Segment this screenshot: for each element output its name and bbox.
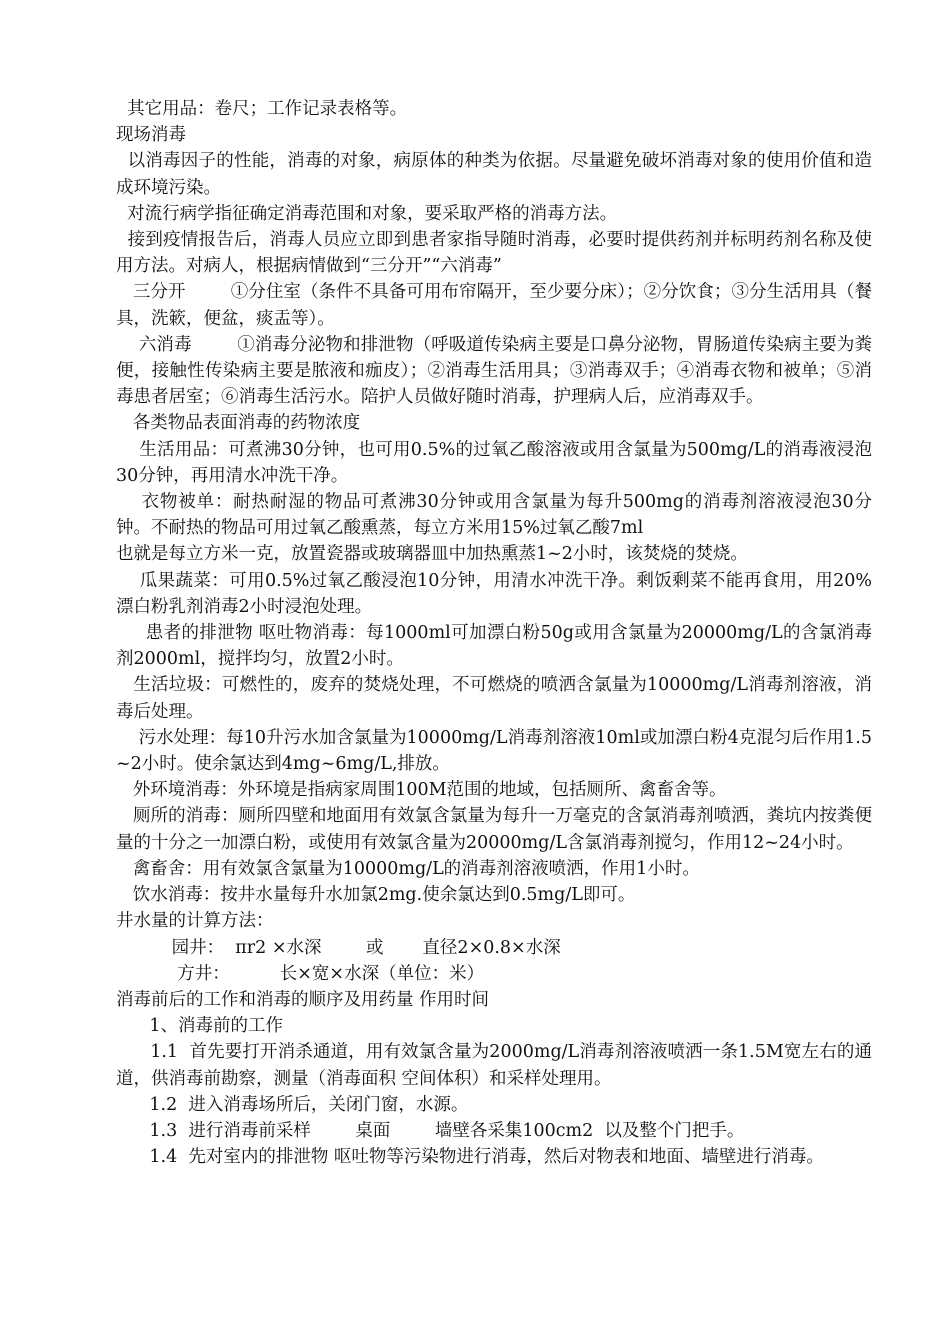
paragraph-outdoor: 外环境消毒：外环境是指病家周围100M范围的地域，包括厕所、禽畜舍等。: [116, 780, 727, 801]
paragraph-three-separations: 三分开 ①分住室（条件不具备可用布帘隔开，至少要分床）；②分饮食；③分生活用具（餐具，洗簌，便盆，痰盂等）。: [116, 282, 872, 329]
paragraph-toilet: 厕所的消毒：厕所四壁和地面用有效氯含氯量为每升一万毫克的含氯消毒剂喷洒，粪坑内按粪便量的十分之一加漂白粉，或使用有效氯含量为20000mg/L含氯消毒剂搅匀，作用12~24小时。: [116, 806, 872, 853]
paragraph-drinking-water: 饮水消毒：按井水量每升水加氯2mg.使余氯达到0.5mg/L即可。: [116, 885, 636, 906]
paragraph-livestock: 禽畜舍：用有效氯含氯量为10000mg/L的消毒剂溶液喷洒，作用1小时。: [116, 858, 700, 879]
heading-before-after: 消毒前后的工作和消毒的顺序及用药量 作用时间: [116, 989, 490, 1010]
paragraph-outbreak-report: 接到疫情报告后，消毒人员应立即到患者家指导随时消毒，必要时提供药剂并标明药剂名称及使用方法。对病人，根据病情做到“三分开”“六消毒”: [116, 230, 872, 277]
paragraph-fruits-vegetables: 瓜果蔬菜：可用0.5%过氧乙酸浸泡10分钟，用清水冲洗干净。剩饭剩菜不能再食用，用20%漂白粉乳剂消毒2小时浸泡处理。: [116, 570, 872, 617]
paragraph-step-1-4: 1.4 先对室内的排泄物 呕吐物等污染物进行消毒，然后对物表和地面、墙壁进行消毒。: [116, 1147, 824, 1168]
paragraph-excreta: 患者的排泄物 呕吐物消毒：每1000ml可加漂白粉50g或用含氯量为20000mg/L的含氯消毒剂2000ml，搅拌均匀，放置2小时。: [116, 623, 872, 670]
formula-round-well: 园井： πr2 ×水深 或 直径2×0.8×水深: [116, 937, 561, 958]
paragraph-sewage: 污水处理：每10升污水加含氯量为10000mg/L消毒剂溶液10ml或加漂白粉4克混匀后作用1.5~2小时。使余氯达到4mg~6mg/L,排放。: [116, 727, 872, 775]
paragraph-step-1-1: 1.1 首先要打开消杀通道，用有效氯含量为2000mg/L消毒剂溶液喷洒一条1.5M宽左右的通道，供消毒前勘察，测量（消毒面积 空间体积）和采样处理用。: [116, 1042, 872, 1089]
paragraph-other-supplies: 其它用品：卷尺；工作记录表格等。: [116, 99, 408, 119]
paragraph-clothing-bedding: 衣物被单：耐热耐湿的物品可煮沸30分钟或用含氯量为每升500mg的消毒剂溶液浸泡30分钟。不耐热的物品可用过氧乙酸熏蒸，每立方米用15%过氧乙酸7ml: [116, 492, 872, 539]
heading-surface-concentrations: 各类物品表面消毒的药物浓度: [116, 413, 361, 434]
paragraph-disinfection-basis: 以消毒因子的性能，消毒的对象，病原体的种类为依据。尽量避免破坏消毒对象的使用价值和造成环境污染。: [116, 151, 872, 198]
paragraph-daily-items: 生活用品：可煮沸30分钟，也可用0.5%的过氧乙酸溶液或用含氯量为500mg/L的消毒液浸泡30分钟，再用清水冲洗干净。: [116, 439, 872, 486]
heading-onsite-disinfection: 现场消毒: [116, 125, 186, 146]
paragraph-fumigation: 也就是每立方米一克，放置瓷器或玻璃器皿中加热熏蒸1~2小时，该焚烧的焚烧。: [116, 544, 748, 565]
paragraph-epidemiology: 对流行病学指征确定消毒范围和对象，要采取严格的消毒方法。: [116, 203, 618, 224]
paragraph-garbage: 生活垃圾：可燃性的，废弃的焚烧处理，不可燃烧的喷洒含氯量为10000mg/L消毒剂溶液，消毒后处理。: [116, 675, 872, 722]
formula-square-well: 方井： 长×宽×水深（单位：米）: [116, 963, 485, 984]
heading-before-work: 1、消毒前的工作: [116, 1016, 284, 1037]
paragraph-step-1-2: 1.2 进入消毒场所后，关闭门窗，水源。: [116, 1094, 469, 1115]
paragraph-step-1-3: 1.3 进行消毒前采样 桌面 墙壁各采集100cm2 以及整个门把手。: [116, 1120, 745, 1141]
document-page: [116, 96, 872, 1170]
paragraph-six-disinfections: 六消毒 ①消毒分泌物和排泄物（呼吸道传染病主要是口鼻分泌物，胃肠道传染病主要为粪便，接触性传染病主要是脓液和痂皮）；②消毒生活用具；③消毒双手；④消毒衣物和被单；⑤消毒患者居室；⑥消毒生活污水。陪护人员做好随时消毒，护理病人后，应消毒双手。: [116, 334, 872, 408]
heading-well-volume: 井水量的计算方法：: [116, 911, 274, 932]
